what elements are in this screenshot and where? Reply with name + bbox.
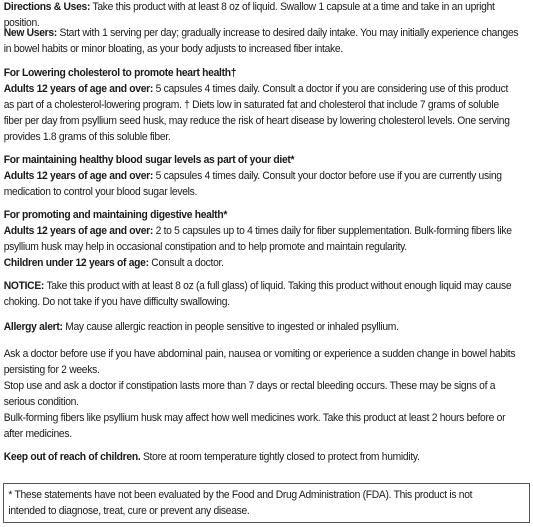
medicines-line-1: Bulk-forming fibers like psyllium husk may affect how well medicines work. Take this product at least 2 hours before or	[3, 411, 506, 424]
digestive-heading-text: For promoting and maintaining digestive health*	[3, 209, 228, 221]
notice-line-2: choking. Do not take if you have difficulty swallowing.	[3, 295, 230, 308]
storage-heading: Keep out of reach of children.	[3, 451, 141, 463]
cholesterol-line-2: as part of a cholesterol-lowering program. † Diets low in saturated fat and cholesterol that include 7 grams of soluble	[3, 98, 499, 111]
warnings-section	[4, 347, 529, 442]
cholesterol-line-1	[4, 82, 529, 98]
blood-sugar-adults-heading: Adults 12 years of age and over:	[3, 169, 154, 182]
digestive-line-2: psyllium husk may help in occasional constipation and to help promote and maintain regularity.	[3, 240, 407, 253]
new-users-heading: New Users:	[3, 27, 57, 39]
notice-line-1	[4, 279, 529, 295]
blood-sugar-section	[4, 153, 529, 201]
blood-sugar-heading-text: For maintaining healthy blood sugar levels as part of your diet*	[3, 154, 295, 166]
notice-heading: NOTICE:	[3, 280, 45, 292]
stop-use-line-2: serious condition.	[3, 395, 79, 408]
digestive-text-1: 2 to 5 capsules up to 4 times daily for fiber supplementation. Bulk-forming fibers like	[153, 224, 512, 237]
fda-disclaimer-box	[3, 483, 530, 523]
stop-use-line-1: Stop use and ask a doctor if constipation lasts more than 7 days or rectal bleeding occurs. These may be signs of a	[3, 379, 496, 392]
ask-doctor-line-1: Ask a doctor before use if you have abdominal pain, nausea or vomiting or experience a sudden change in bowel habits	[3, 348, 516, 360]
storage-text: Store at room temperature tightly closed to protect from humidity.	[140, 451, 420, 463]
directions-text: Take this product with at least 8 oz of liquid. Swallow 1 capsule at a time and take in an upright position.	[3, 1, 495, 29]
digestive-line-1	[4, 224, 529, 240]
directions-heading: Directions & Uses:	[3, 1, 91, 13]
cholesterol-section	[4, 66, 529, 146]
notice-text-1: Take this product with at least 8 oz (a full glass) of liquid. Taking this product without enough liquid may cause	[44, 280, 512, 292]
blood-sugar-line-2: medication to control your blood sugar levels.	[3, 185, 198, 198]
blood-sugar-text-1: 5 capsules 4 times daily. Consult your doctor before use if you are currently using	[153, 169, 502, 182]
allergy-section	[4, 320, 529, 336]
cholesterol-text-1: 5 capsules 4 times daily. Consult a doctor if you are considering use of this product	[153, 82, 509, 95]
digestive-section	[4, 208, 529, 272]
notice-section	[4, 279, 529, 311]
cholesterol-line-4: provides 1.8 grams of this soluble fiber.	[3, 130, 171, 143]
digestive-adults-heading: Adults 12 years of age and over:	[3, 224, 154, 237]
new-users-line-2: in bowel habits or minor bloating, as your body adjusts to increased fiber intake.	[3, 42, 343, 55]
storage-line	[4, 450, 529, 466]
ask-doctor-line-2: persisting for 2 weeks.	[3, 363, 100, 376]
children-text: Consult a doctor.	[148, 256, 224, 269]
children-line	[4, 256, 529, 272]
cholesterol-heading	[4, 66, 529, 82]
new-users-section	[4, 26, 529, 58]
medicines-line-2: after medicines.	[3, 427, 72, 440]
blood-sugar-line-1	[4, 169, 529, 185]
cholesterol-line-3: fiber per day from psyllium seed husk, may reduce the risk of heart disease by lowering cholesterol levels. One serving	[3, 114, 510, 127]
fda-line-1: * These statements have not been evaluated by the Food and Drug Administration (FDA). This product is not	[8, 489, 473, 501]
new-users-text-1: Start with 1 serving per day; gradually increase to desired daily intake. You may initially experience changes	[56, 27, 519, 39]
allergy-line	[4, 320, 529, 336]
children-heading: Children under 12 years of age:	[3, 256, 149, 269]
blood-sugar-heading	[4, 153, 529, 169]
allergy-heading: Allergy alert:	[3, 321, 63, 333]
new-users-line-1	[4, 26, 529, 42]
fda-line-2: intended to diagnose, treat, cure or prevent any disease.	[8, 504, 250, 517]
cholesterol-heading-text: For Lowering cholesterol to promote heart health†	[3, 67, 237, 79]
allergy-text: May cause allergic reaction in people sensitive to ingested or inhaled psyllium.	[62, 321, 399, 333]
storage-section	[4, 450, 529, 466]
digestive-heading	[4, 208, 529, 224]
cholesterol-adults-heading: Adults 12 years of age and over:	[3, 82, 154, 95]
